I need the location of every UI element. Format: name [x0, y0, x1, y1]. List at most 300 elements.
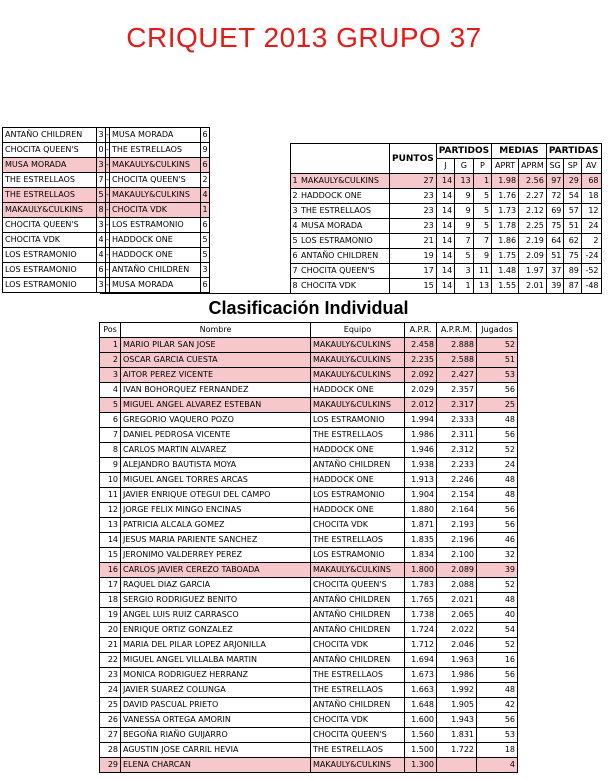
team-sp: 89 [564, 264, 582, 279]
player-apr: 1.880 [405, 503, 437, 518]
match-row [3, 218, 210, 233]
team-p: 5 [473, 189, 491, 204]
player-jugados: 51 [477, 353, 518, 368]
score-separator: - [106, 143, 110, 158]
team-p: 5 [473, 219, 491, 234]
team-j: 14 [436, 219, 454, 234]
home-team: LOS ESTRAMONIO [3, 248, 97, 263]
standings-corner [291, 144, 390, 174]
header-medias: MEDIAS [492, 144, 547, 159]
match-row [3, 128, 210, 143]
home-score: 3 [97, 278, 106, 293]
player-team: THE ESTRELLAOS [311, 683, 405, 698]
page-title: CRIQUET 2013 GRUPO 37 [126, 22, 482, 53]
team-av: -52 [581, 264, 601, 279]
player-apr: 1.560 [405, 728, 437, 743]
player-aprm: 2.312 [437, 443, 477, 458]
match-row [3, 158, 210, 173]
header-apr: A.P.R. [405, 323, 437, 338]
team-g: 3 [455, 264, 473, 279]
away-score: 6 [201, 128, 210, 143]
team-name: ANTAÑO CHILDREN [299, 249, 390, 264]
player-name: RAQUEL DIAZ GARCIA [121, 578, 311, 593]
score-separator: - [106, 278, 110, 293]
player-name: JAVIER SUAREZ COLUNGA [121, 683, 311, 698]
match-row [3, 263, 210, 278]
player-apr: 1.938 [405, 458, 437, 473]
score-separator: - [106, 188, 110, 203]
player-apr: 1.600 [405, 713, 437, 728]
team-rank: 5 [291, 234, 300, 249]
team-p: 1 [473, 174, 491, 189]
player-apr: 1.648 [405, 698, 437, 713]
team-j: 14 [436, 264, 454, 279]
away-score: 5 [201, 248, 210, 263]
header-puntos: PUNTOS [390, 144, 437, 174]
player-row [100, 623, 518, 638]
player-row [100, 518, 518, 533]
player-aprm [437, 758, 477, 773]
away-team: LOS ESTRAMONIO [110, 218, 201, 233]
away-team: MUSA MORADA [110, 278, 201, 293]
home-team: CHOCITA QUEEN'S [3, 143, 97, 158]
player-pos: 12 [100, 503, 121, 518]
player-team: HADDOCK ONE [311, 503, 405, 518]
player-aprm: 2.164 [437, 503, 477, 518]
away-team: THE ESTRELLAOS [110, 143, 201, 158]
score-separator: - [106, 203, 110, 218]
player-jugados: 53 [477, 728, 518, 743]
player-row [100, 608, 518, 623]
header-j: J [436, 159, 454, 174]
player-jugados: 53 [477, 368, 518, 383]
team-sg: 37 [546, 264, 564, 279]
player-jugados: 56 [477, 428, 518, 443]
player-pos: 11 [100, 488, 121, 503]
team-p: 9 [473, 249, 491, 264]
player-aprm: 2.022 [437, 623, 477, 638]
team-p: 5 [473, 204, 491, 219]
player-aprm: 2.193 [437, 518, 477, 533]
team-aprm: 2.25 [519, 219, 547, 234]
player-team: LOS ESTRAMONIO [311, 413, 405, 428]
player-row [100, 683, 518, 698]
team-pts: 17 [390, 264, 437, 279]
home-score: 6 [97, 263, 106, 278]
player-team: ANTAÑO CHILDREN [311, 593, 405, 608]
player-jugados: 40 [477, 608, 518, 623]
team-pts: 19 [390, 249, 437, 264]
player-team: ANTAÑO CHILDREN [311, 458, 405, 473]
player-pos: 18 [100, 593, 121, 608]
team-av: 2 [581, 234, 601, 249]
header-p: P [473, 159, 491, 174]
team-sg: 39 [546, 279, 564, 294]
player-apr: 1.986 [405, 428, 437, 443]
team-name: MUSA MORADA [299, 219, 390, 234]
player-pos: 7 [100, 428, 121, 443]
team-g: 1 [455, 279, 473, 294]
team-sp: 75 [564, 249, 582, 264]
player-aprm: 2.154 [437, 488, 477, 503]
player-name: PATRICIA ALCALA GOMEZ [121, 518, 311, 533]
player-aprm: 2.317 [437, 398, 477, 413]
header-jugados: Jugados [477, 323, 518, 338]
player-pos: 17 [100, 578, 121, 593]
player-jugados: 4 [477, 758, 518, 773]
score-separator: - [106, 128, 110, 143]
player-jugados: 32 [477, 548, 518, 563]
player-jugados: 48 [477, 488, 518, 503]
player-row [100, 668, 518, 683]
player-pos: 15 [100, 548, 121, 563]
player-pos: 10 [100, 473, 121, 488]
header-partidos: PARTIDOS [436, 144, 491, 159]
player-team: ANTAÑO CHILDREN [311, 623, 405, 638]
player-row [100, 458, 518, 473]
player-pos: 2 [100, 353, 121, 368]
player-team: THE ESTRELLAOS [311, 533, 405, 548]
player-row [100, 443, 518, 458]
player-row [100, 698, 518, 713]
team-aprm: 2.12 [519, 204, 547, 219]
header-g: G [455, 159, 473, 174]
match-row [3, 248, 210, 263]
away-team: HADDOCK ONE [110, 248, 201, 263]
home-score: 0 [97, 143, 106, 158]
player-jugados: 46 [477, 533, 518, 548]
player-apr: 1.724 [405, 623, 437, 638]
player-team: ANTAÑO CHILDREN [311, 698, 405, 713]
player-team: HADDOCK ONE [311, 473, 405, 488]
player-pos: 25 [100, 698, 121, 713]
player-name: JAVIER ENRIQUE OTEGUI DEL CAMPO [121, 488, 311, 503]
individual-ranking-table [99, 293, 518, 773]
header-sp: SP [564, 159, 582, 174]
player-jugados: 24 [477, 458, 518, 473]
player-aprm: 2.046 [437, 638, 477, 653]
player-aprm: 1.986 [437, 668, 477, 683]
player-row [100, 743, 518, 758]
player-row [100, 428, 518, 443]
player-jugados: 48 [477, 473, 518, 488]
player-name: MARIO PILAR SAN JOSE [121, 338, 311, 353]
player-team: THE ESTRELLAOS [311, 428, 405, 443]
player-name: AITOR PEREZ VICENTE [121, 368, 311, 383]
player-apr: 1.694 [405, 653, 437, 668]
player-team: MAKAULY&CULKINS [311, 338, 405, 353]
player-name: CARLOS JAVIER CEREZO TABOADA [121, 563, 311, 578]
away-team: MAKAULY&CULKINS [110, 188, 201, 203]
player-name: VANESSA ORTEGA AMORIN [121, 713, 311, 728]
player-pos: 20 [100, 623, 121, 638]
team-j: 14 [436, 234, 454, 249]
player-aprm: 2.089 [437, 563, 477, 578]
player-aprm: 2.021 [437, 593, 477, 608]
team-rank: 2 [291, 189, 300, 204]
team-av: 18 [581, 189, 601, 204]
team-av: -24 [581, 249, 601, 264]
player-row [100, 383, 518, 398]
team-g: 7 [455, 234, 473, 249]
player-name: DAVID PASCUAL PRIETO [121, 698, 311, 713]
home-team: THE ESTRELLAOS [3, 173, 97, 188]
team-g: 9 [455, 189, 473, 204]
player-pos: 24 [100, 683, 121, 698]
player-jugados: 52 [477, 338, 518, 353]
player-pos: 5 [100, 398, 121, 413]
team-aprm: 2.19 [519, 234, 547, 249]
player-row [100, 353, 518, 368]
player-row [100, 728, 518, 743]
team-pts: 23 [390, 204, 437, 219]
team-pts: 23 [390, 219, 437, 234]
player-apr: 1.913 [405, 473, 437, 488]
team-aprt: 1.75 [492, 249, 519, 264]
away-score: 6 [201, 278, 210, 293]
player-row [100, 578, 518, 593]
player-name: MIGUEL ANGEL TORRES ARCAS [121, 473, 311, 488]
player-pos: 16 [100, 563, 121, 578]
team-name: LOS ESTRAMONIO [299, 234, 390, 249]
team-aprm: 2.09 [519, 249, 547, 264]
team-aprt: 1.98 [492, 174, 519, 189]
team-g: 5 [455, 249, 473, 264]
player-pos: 26 [100, 713, 121, 728]
individual-caption-row [100, 294, 518, 323]
team-av: 68 [581, 174, 601, 189]
player-apr: 1.738 [405, 608, 437, 623]
player-jugados: 56 [477, 503, 518, 518]
player-pos: 27 [100, 728, 121, 743]
player-name: DANIEL PEDROSA VICENTE [121, 428, 311, 443]
player-name: ALEJANDRO BAUTISTA MOYA [121, 458, 311, 473]
player-jugados: 56 [477, 518, 518, 533]
team-j: 14 [436, 204, 454, 219]
player-aprm: 2.065 [437, 608, 477, 623]
player-team: HADDOCK ONE [311, 383, 405, 398]
team-name: CHOCITA VDK [299, 279, 390, 294]
player-team: LOS ESTRAMONIO [311, 488, 405, 503]
match-row [3, 188, 210, 203]
score-separator: - [106, 158, 110, 173]
player-pos: 6 [100, 413, 121, 428]
player-apr: 1.712 [405, 638, 437, 653]
team-sg: 75 [546, 219, 564, 234]
player-name: ENRIQUE ORTIZ GONZALEZ [121, 623, 311, 638]
team-p: 11 [473, 264, 491, 279]
home-team: CHOCITA QUEEN'S [3, 218, 97, 233]
player-row [100, 593, 518, 608]
player-row [100, 398, 518, 413]
player-pos: 13 [100, 518, 121, 533]
player-row [100, 563, 518, 578]
player-jugados: 56 [477, 668, 518, 683]
home-score: 4 [97, 248, 106, 263]
player-apr: 1.834 [405, 548, 437, 563]
team-sp: 87 [564, 279, 582, 294]
player-apr: 1.835 [405, 533, 437, 548]
player-pos: 4 [100, 383, 121, 398]
team-j: 14 [436, 249, 454, 264]
player-apr: 1.994 [405, 413, 437, 428]
team-rank: 6 [291, 249, 300, 264]
away-team: ANTAÑO CHILDREN [110, 263, 201, 278]
player-pos: 3 [100, 368, 121, 383]
home-team: LOS ESTRAMONIO [3, 278, 97, 293]
player-jugados: 48 [477, 413, 518, 428]
home-score: 3 [97, 158, 106, 173]
team-aprm: 2.56 [519, 174, 547, 189]
standings-row [291, 189, 602, 204]
player-team: MAKAULY&CULKINS [311, 368, 405, 383]
player-name: ANGEL LUIS RUIZ CARRASCO [121, 608, 311, 623]
team-pts: 23 [390, 189, 437, 204]
team-rank: 8 [291, 279, 300, 294]
match-row [3, 233, 210, 248]
player-team: CHOCITA VDK [311, 518, 405, 533]
player-aprm: 2.088 [437, 578, 477, 593]
team-sg: 51 [546, 249, 564, 264]
header-equipo: Equipo [311, 323, 405, 338]
player-aprm: 1.722 [437, 743, 477, 758]
home-score: 8 [97, 203, 106, 218]
home-team: LOS ESTRAMONIO [3, 263, 97, 278]
match-results-table [2, 127, 210, 293]
player-aprm: 2.196 [437, 533, 477, 548]
home-team: CHOCITA VDK [3, 233, 97, 248]
player-name: ELENA CHARCAN [121, 758, 311, 773]
standings-body [291, 174, 602, 294]
home-team: THE ESTRELLAOS [3, 188, 97, 203]
player-jugados: 42 [477, 698, 518, 713]
away-score: 2 [201, 173, 210, 188]
player-name: JERONIMO VALDERREY PEREZ [121, 548, 311, 563]
away-team: CHOCITA VDK [110, 203, 201, 218]
player-apr: 2.458 [405, 338, 437, 353]
player-aprm: 1.943 [437, 713, 477, 728]
home-score: 5 [97, 188, 106, 203]
team-g: 9 [455, 204, 473, 219]
header-av: AV [581, 159, 601, 174]
team-sp: 51 [564, 219, 582, 234]
player-pos: 8 [100, 443, 121, 458]
player-team: MAKAULY&CULKINS [311, 353, 405, 368]
player-team: THE ESTRELLAOS [311, 668, 405, 683]
home-team: MAKAULY&CULKINS [3, 203, 97, 218]
team-aprt: 1.48 [492, 264, 519, 279]
team-sg: 69 [546, 204, 564, 219]
player-jugados: 25 [477, 398, 518, 413]
player-apr: 1.663 [405, 683, 437, 698]
player-row [100, 413, 518, 428]
player-row [100, 368, 518, 383]
player-jugados: 39 [477, 563, 518, 578]
player-team: THE ESTRELLAOS [311, 743, 405, 758]
header-pos: Pos [100, 323, 121, 338]
team-rank: 3 [291, 204, 300, 219]
home-team: MUSA MORADA [3, 158, 97, 173]
player-name: AGUSTIN JOSE CARRIL HEVIA [121, 743, 311, 758]
team-sp: 54 [564, 189, 582, 204]
player-jugados: 54 [477, 623, 518, 638]
player-name: IVAN BOHORQUEZ FERNANDEZ [121, 383, 311, 398]
player-pos: 19 [100, 608, 121, 623]
team-aprt: 1.76 [492, 189, 519, 204]
player-team: CHOCITA QUEEN'S [311, 728, 405, 743]
standings-row [291, 279, 602, 294]
player-name: MARIA DEL PILAR LOPEZ ARJONILLA [121, 638, 311, 653]
score-separator: - [106, 248, 110, 263]
team-name: MAKAULY&CULKINS [299, 174, 390, 189]
team-av: 24 [581, 219, 601, 234]
score-separator: - [106, 263, 110, 278]
player-row [100, 653, 518, 668]
standings-row [291, 174, 602, 189]
score-separator: - [106, 173, 110, 188]
player-aprm: 1.963 [437, 653, 477, 668]
player-apr: 1.946 [405, 443, 437, 458]
player-pos: 29 [100, 758, 121, 773]
player-name: CARLOS MARTIN ALVAREZ [121, 443, 311, 458]
header-sg: SG [546, 159, 564, 174]
team-aprm: 2.27 [519, 189, 547, 204]
team-p: 13 [473, 279, 491, 294]
player-aprm: 2.588 [437, 353, 477, 368]
team-pts: 21 [390, 234, 437, 249]
header-aprm-ind: A.P.R.M. [437, 323, 477, 338]
player-apr: 1.500 [405, 743, 437, 758]
player-jugados: 52 [477, 578, 518, 593]
player-row [100, 713, 518, 728]
match-row [3, 143, 210, 158]
player-team: LOS ESTRAMONIO [311, 548, 405, 563]
match-results-body [3, 128, 210, 293]
team-name: HADDOCK ONE [299, 189, 390, 204]
match-row [3, 203, 210, 218]
player-jugados: 16 [477, 653, 518, 668]
score-separator: - [106, 218, 110, 233]
standings-row [291, 219, 602, 234]
match-row [3, 173, 210, 188]
team-aprt: 1.86 [492, 234, 519, 249]
standings-row [291, 249, 602, 264]
player-row [100, 488, 518, 503]
team-rank: 1 [291, 174, 300, 189]
team-sp: 57 [564, 204, 582, 219]
player-jugados: 18 [477, 743, 518, 758]
away-team: MUSA MORADA [110, 128, 201, 143]
team-sg: 97 [546, 174, 564, 189]
player-aprm: 2.100 [437, 548, 477, 563]
player-apr: 1.300 [405, 758, 437, 773]
player-row [100, 638, 518, 653]
header-aprm: APRM [519, 159, 547, 174]
player-aprm: 2.311 [437, 428, 477, 443]
away-score: 3 [201, 263, 210, 278]
player-pos: 21 [100, 638, 121, 653]
team-rank: 4 [291, 219, 300, 234]
team-sg: 64 [546, 234, 564, 249]
player-pos: 1 [100, 338, 121, 353]
away-score: 6 [201, 158, 210, 173]
team-aprt: 1.55 [492, 279, 519, 294]
player-name: GREGORIO VAQUERO POZO [121, 413, 311, 428]
player-team: CHOCITA VDK [311, 713, 405, 728]
player-row [100, 533, 518, 548]
player-name: SERGIO RODRIGUEZ BENITO [121, 593, 311, 608]
player-pos: 9 [100, 458, 121, 473]
